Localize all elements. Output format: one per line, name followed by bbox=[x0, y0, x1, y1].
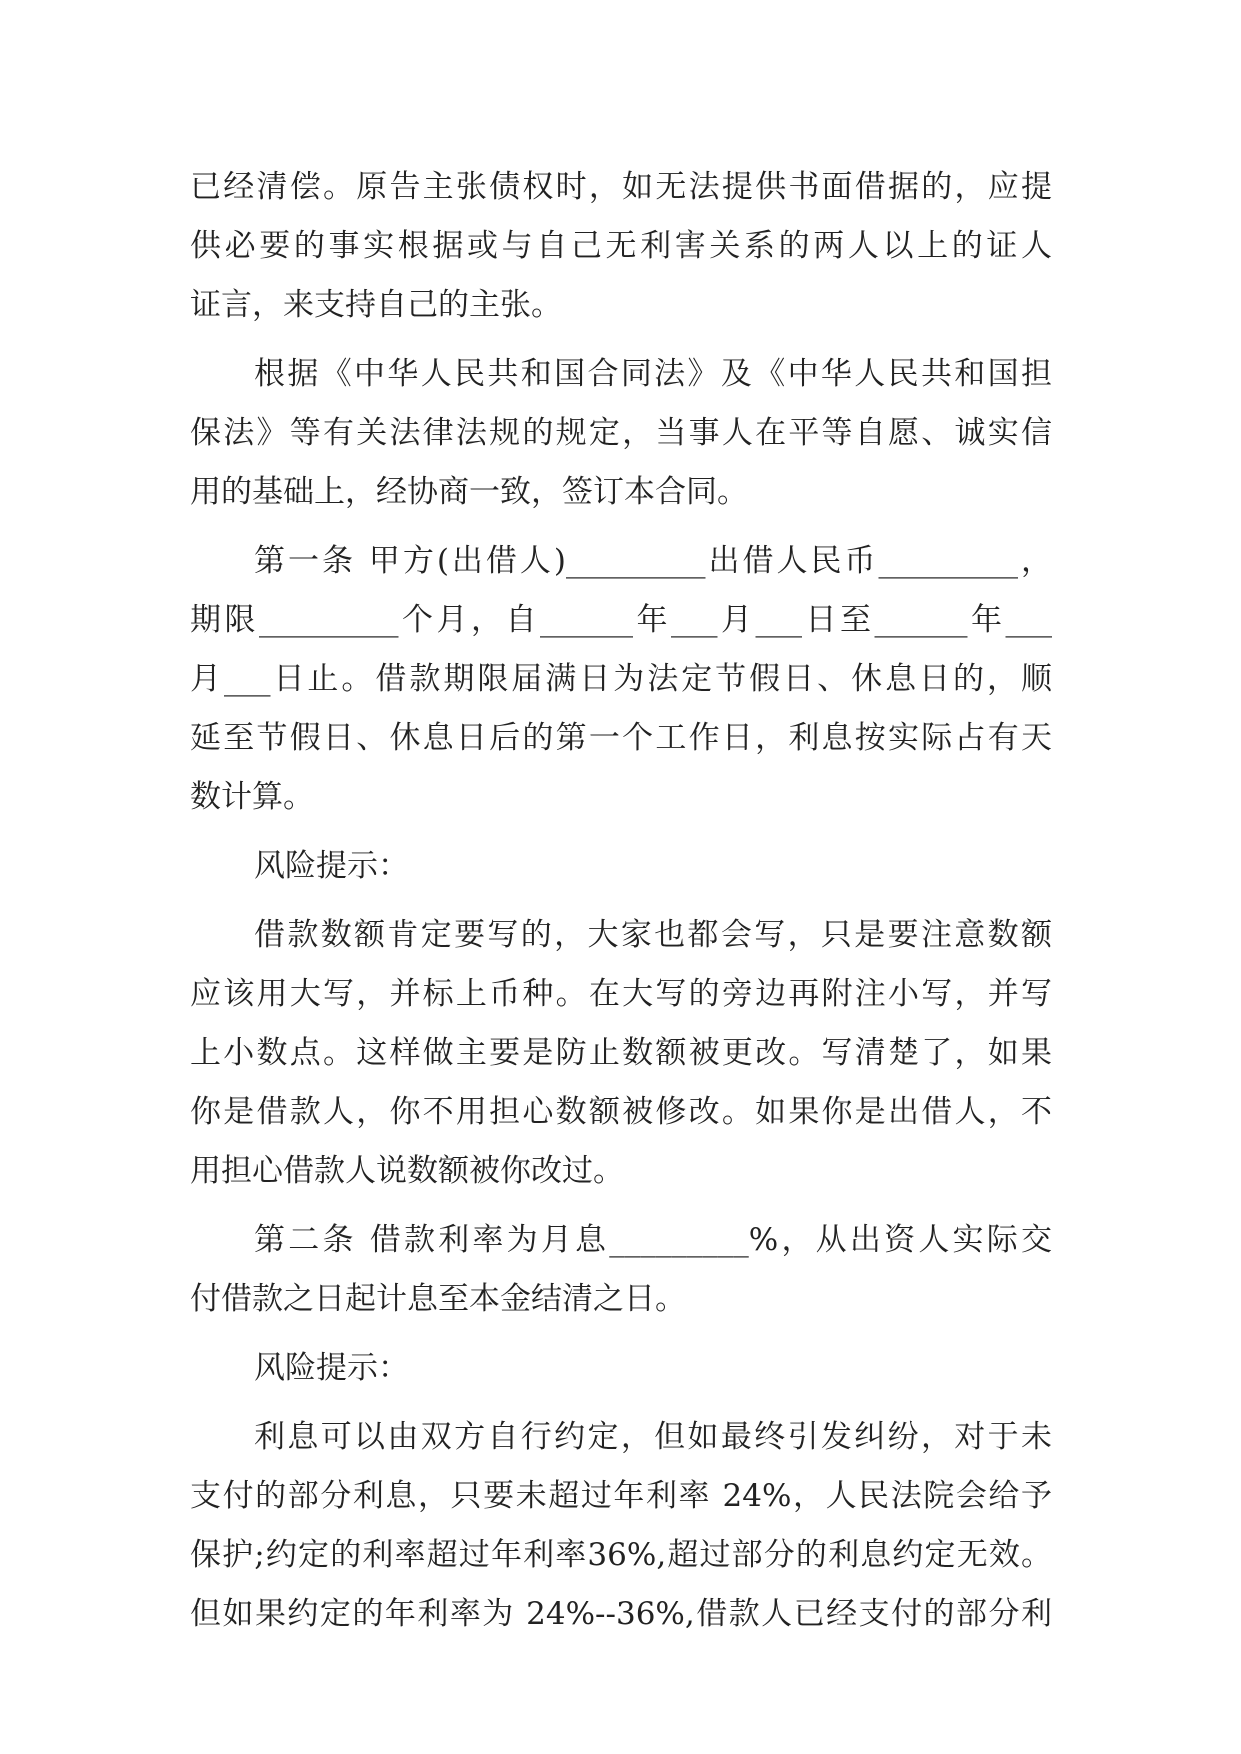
text-line: 第一条 甲方(出借人)_________出借人民币_________， bbox=[254, 543, 1052, 579]
text-line: 支付的部分利息，只要未超过年利率 24%，人民法院会给予 bbox=[190, 1478, 1052, 1514]
text-line: 付借款之日起计息至本金结清之日。 bbox=[190, 1281, 686, 1317]
text-line: 利息可以由双方自行约定，但如最终引发纠纷，对于未 bbox=[254, 1419, 1052, 1455]
text-line: 但如果约定的年利率为 24%--36%,借款人已经支付的部分利 bbox=[190, 1596, 1052, 1632]
text-line: 用的基础上，经协商一致，签订本合同。 bbox=[190, 474, 748, 510]
text-line: 期限_________个月，自______年___月___日至______年___ bbox=[190, 602, 1052, 638]
text-line: 已经清偿。原告主张债权时，如无法提供书面借据的，应提 bbox=[190, 169, 1052, 205]
text-line: 证言，来支持自己的主张。 bbox=[190, 287, 562, 323]
text-line: 数计算。 bbox=[190, 779, 314, 815]
text-line: 延至节假日、休息日后的第一个工作日，利息按实际占有天 bbox=[190, 720, 1052, 756]
text-line: 根据《中华人民共和国合同法》及《中华人民共和国担 bbox=[254, 356, 1052, 392]
text-line: 风险提示： bbox=[254, 1350, 409, 1386]
document-body bbox=[190, 158, 1052, 1644]
text-line: 借款数额肯定要写的，大家也都会写，只是要注意数额 bbox=[254, 917, 1052, 953]
text-line: 上小数点。这样做主要是防止数额被更改。写清楚了，如果 bbox=[190, 1035, 1052, 1071]
text-line: 第二条 借款利率为月息_________%，从出资人实际交 bbox=[254, 1222, 1052, 1258]
text-line: 保护;约定的利率超过年利率36%,超过部分的利息约定无效。 bbox=[190, 1537, 1052, 1573]
text-line: 应该用大写，并标上币种。在大写的旁边再附注小写，并写 bbox=[190, 976, 1052, 1012]
text-line: 保法》等有关法律法规的规定，当事人在平等自愿、诚实信 bbox=[190, 415, 1052, 451]
text-line: 用担心借款人说数额被你改过。 bbox=[190, 1153, 624, 1189]
text-line: 你是借款人，你不用担心数额被修改。如果你是出借人，不 bbox=[190, 1094, 1052, 1130]
text-line: 风险提示： bbox=[254, 848, 409, 884]
text-line: 供必要的事实根据或与自己无利害关系的两人以上的证人 bbox=[190, 228, 1052, 264]
text-line: 月___日止。借款期限届满日为法定节假日、休息日的，顺 bbox=[190, 661, 1052, 697]
